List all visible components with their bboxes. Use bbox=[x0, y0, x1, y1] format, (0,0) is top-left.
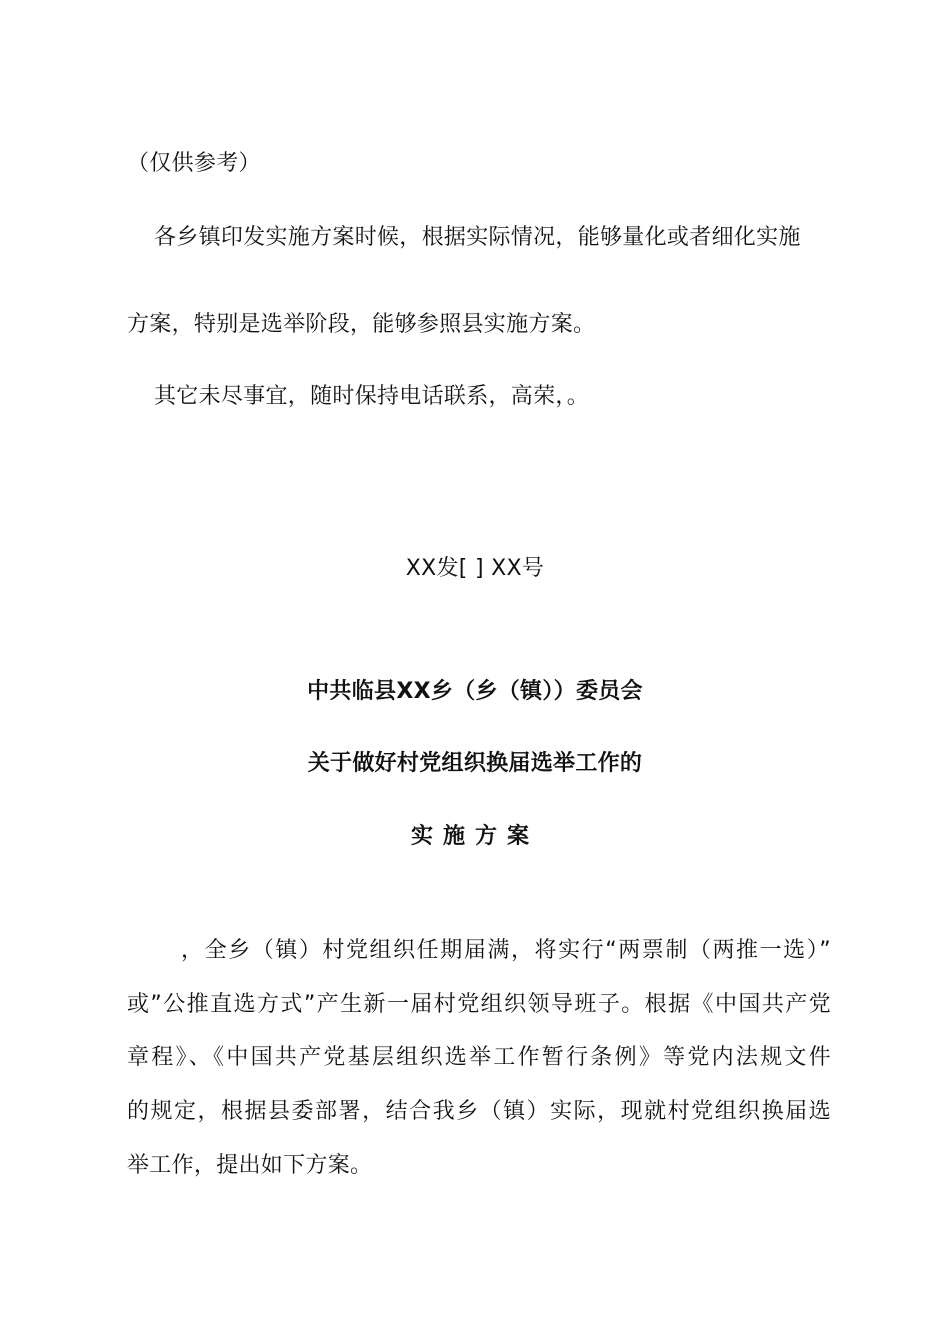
instruction-line-2: 方案，特别是选举阶段，能够参照县实施方案。 bbox=[127, 312, 596, 337]
reference-note: （仅供参考） bbox=[127, 151, 261, 176]
contact-line: 其它未尽事宜，随时保持电话联系，高荣，。 bbox=[154, 384, 590, 409]
body-line-3: 章程》、《中国共产党基层组织选举工作暂行条例》等党内法规文件 bbox=[127, 1045, 831, 1070]
document-number: XX发[ ] XX号 bbox=[405, 556, 545, 581]
title-line-2: 关于做好村党组织换届选举工作的 bbox=[307, 751, 643, 776]
title-line-3: 实施方案 bbox=[410, 824, 539, 849]
body-line-1: ，全乡（镇）村党组织任期届满，将实行“两票制（两推一选）” bbox=[181, 938, 831, 963]
body-line-2: 或”公推直选方式”产生新一届村党组织领导班子。根据《中国共产党 bbox=[127, 992, 831, 1017]
title-line-1: 中共临县XX乡（乡（镇））委员会 bbox=[307, 679, 643, 704]
body-line-4: 的规定，根据县委部署，结合我乡（镇）实际，现就村党组织换届选 bbox=[127, 1099, 831, 1124]
body-line-5: 举工作，提出如下方案。 bbox=[127, 1153, 373, 1178]
instruction-line-1: 各乡镇印发实施方案时候，根据实际情况，能够量化或者细化实施 bbox=[154, 225, 801, 250]
